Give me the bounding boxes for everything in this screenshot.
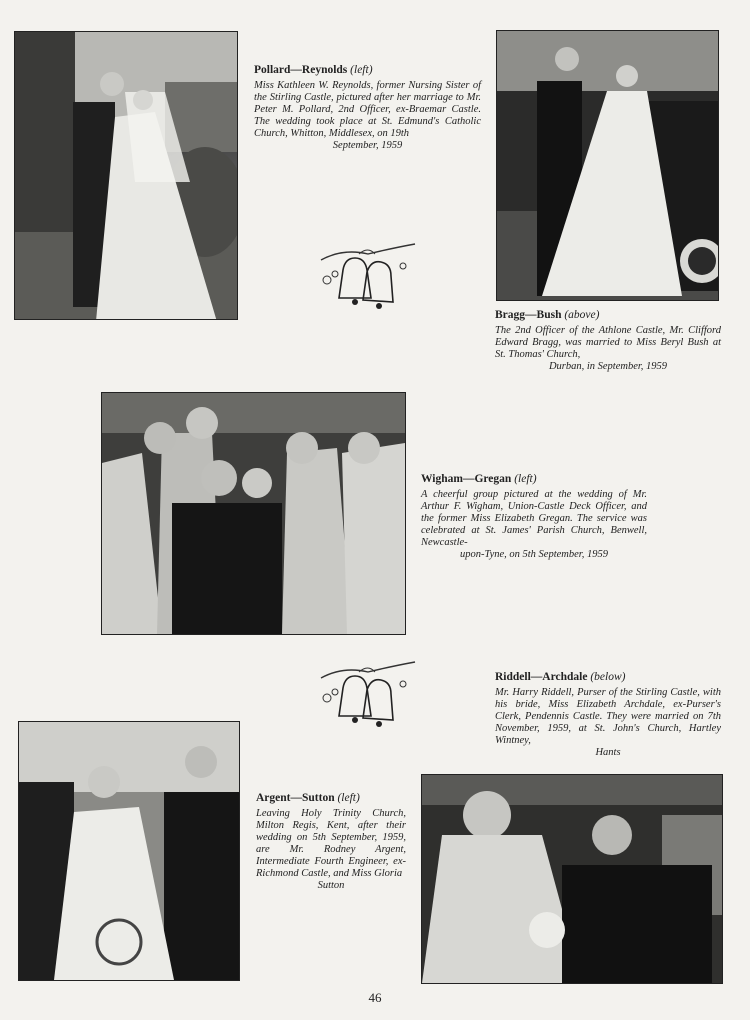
- caption-text: A cheerful group pictured at the wedding of Mr. Arthur F. Wigham, Union-Castle Deck Officer, and the former Miss Elizabeth Gregan. The service was celebrated at St. James' Parish Church, Benwell, Newcastle- upon-Tyne, on 5th September, 1959: [421, 489, 647, 560]
- page-number: 46: [368, 990, 382, 1005]
- photo-wigham-gregan: [101, 392, 406, 635]
- couple-church-image: [19, 722, 239, 980]
- caption-heading: Wigham—Gregan (left): [421, 473, 537, 485]
- couple-car-image: [497, 31, 718, 300]
- caption-text: Miss Kathleen W. Reynolds, former Nursing Sister of the Stirling Castle, pictured after her marriage to Mr. Peter M. Pollard, 2nd Officer, ex-Braemar Castle. The wedding took place at St. Edmund's Catholic Church, Whitton, Middlesex, on 19th September, 1959: [254, 80, 481, 151]
- caption-heading: Pollard—Reynolds (left): [254, 64, 373, 76]
- caption-bragg-bush: [495, 309, 721, 373]
- photo-riddell-archdale: [421, 774, 723, 984]
- caption-text: Mr. Harry Riddell, Purser of the Stirling Castle, with his bride, Miss Elizabeth Archdale, ex-Purser's Clerk, Pendennis Castle. They were married on 7th November, 1959, at St. John's Church, Hartley Wintney, Hants: [495, 687, 721, 758]
- photo-pollard-reynolds: [14, 31, 238, 320]
- photo-argent-sutton: [18, 721, 240, 981]
- caption-wigham-gregan: [421, 473, 647, 561]
- caption-pollard-reynolds: [254, 64, 481, 152]
- wedding-bells-icon: [313, 658, 423, 738]
- photo-bragg-bush: [496, 30, 719, 301]
- couple-car-interior-image: [422, 775, 722, 983]
- couple-garden-image: [15, 32, 237, 319]
- caption-heading: Argent—Sutton (left): [256, 792, 360, 804]
- caption-text: Leaving Holy Trinity Church, Milton Regis, Kent, after their wedding on 5th September, 1959, are Mr. Rodney Argent, Intermediate Fourth Engineer, ex-Richmond Castle, and Miss Gloria Sutton: [256, 808, 406, 891]
- caption-text: The 2nd Officer of the Athlone Castle, Mr. Clifford Edward Bragg, was married to Miss Beryl Bush at St. Thomas' Church, Durban, in September, 1959: [495, 325, 721, 372]
- caption-riddell-archdale: [495, 671, 721, 759]
- wedding-bells-icon: [313, 240, 423, 320]
- caption-heading: Bragg—Bush (above): [495, 309, 600, 321]
- wedding-group-image: [102, 393, 405, 634]
- caption-argent-sutton: [256, 792, 406, 892]
- caption-heading: Riddell—Archdale (below): [495, 671, 626, 683]
